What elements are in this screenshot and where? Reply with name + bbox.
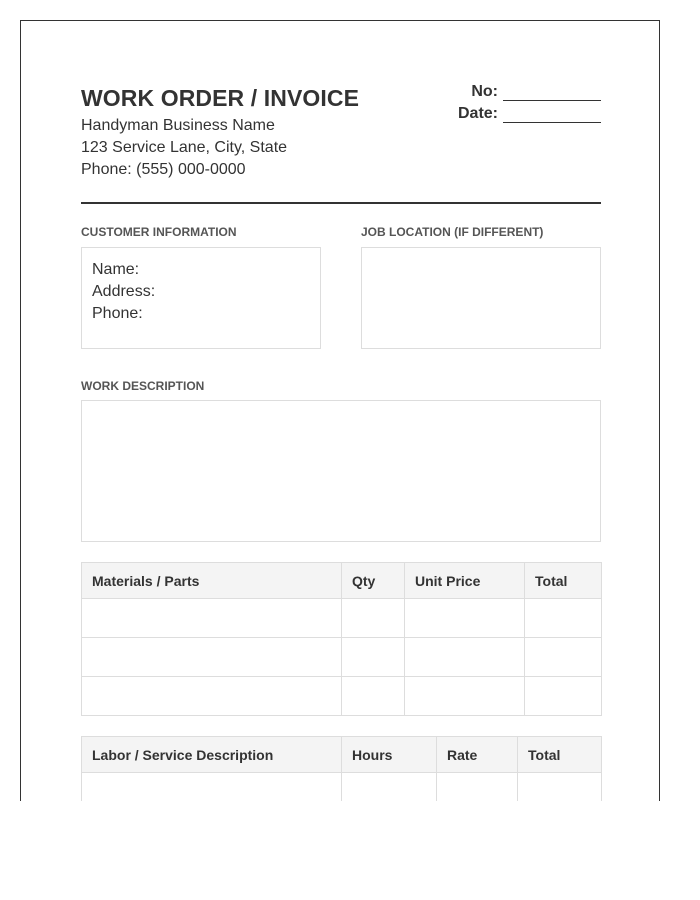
table-row bbox=[82, 638, 602, 677]
materials-cell[interactable] bbox=[405, 677, 525, 716]
work-description-box[interactable] bbox=[81, 400, 601, 542]
table-row bbox=[82, 773, 602, 802]
materials-col-qty: Qty bbox=[342, 563, 405, 599]
customer-info-box[interactable] bbox=[81, 247, 321, 349]
materials-col-description: Materials / Parts bbox=[82, 563, 342, 599]
materials-cell[interactable] bbox=[342, 638, 405, 677]
job-location-section-label: JOB LOCATION (IF DIFFERENT) bbox=[361, 225, 544, 239]
materials-cell[interactable] bbox=[342, 677, 405, 716]
invoice-date-label: Date: bbox=[457, 105, 498, 122]
invoice-page bbox=[20, 20, 660, 801]
labor-cell[interactable] bbox=[342, 773, 437, 802]
labor-col-description: Labor / Service Description bbox=[82, 737, 342, 773]
customer-name-label: Name: bbox=[92, 261, 140, 278]
customer-address-label: Address: bbox=[92, 283, 156, 300]
invoice-number-label: No: bbox=[471, 83, 498, 100]
materials-col-unit-price: Unit Price bbox=[405, 563, 525, 599]
labor-cell[interactable] bbox=[437, 773, 518, 802]
labor-header-row bbox=[82, 737, 602, 773]
materials-cell[interactable] bbox=[405, 599, 525, 638]
materials-cell[interactable] bbox=[82, 599, 342, 638]
document-title: WORK ORDER / INVOICE bbox=[81, 85, 360, 111]
labor-cell[interactable] bbox=[518, 773, 602, 802]
table-row bbox=[82, 677, 602, 716]
labor-table bbox=[81, 736, 602, 801]
materials-col-total: Total bbox=[525, 563, 602, 599]
materials-table bbox=[81, 562, 602, 716]
invoice-number-field[interactable] bbox=[471, 83, 601, 101]
table-row bbox=[82, 599, 602, 638]
business-name: Handyman Business Name bbox=[81, 117, 275, 134]
labor-col-total: Total bbox=[518, 737, 602, 773]
business-phone: Phone: (555) 000-0000 bbox=[81, 161, 246, 178]
labor-cell[interactable] bbox=[82, 773, 342, 802]
header-divider bbox=[81, 202, 601, 204]
customer-section-label: CUSTOMER INFORMATION bbox=[81, 225, 237, 239]
customer-phone-label: Phone: bbox=[92, 305, 143, 322]
materials-cell[interactable] bbox=[525, 599, 602, 638]
materials-cell[interactable] bbox=[82, 677, 342, 716]
invoice-number-blank[interactable] bbox=[503, 83, 601, 101]
materials-cell[interactable] bbox=[525, 677, 602, 716]
job-location-box[interactable] bbox=[361, 247, 601, 349]
customer-info-lines bbox=[92, 259, 155, 325]
labor-col-rate: Rate bbox=[437, 737, 518, 773]
invoice-date-blank[interactable] bbox=[503, 105, 601, 123]
business-address: 123 Service Lane, City, State bbox=[81, 139, 288, 156]
work-description-label: WORK DESCRIPTION bbox=[81, 379, 205, 393]
invoice-date-field[interactable] bbox=[458, 105, 601, 123]
labor-col-hours: Hours bbox=[342, 737, 437, 773]
materials-cell[interactable] bbox=[82, 638, 342, 677]
materials-cell[interactable] bbox=[342, 599, 405, 638]
materials-header-row bbox=[82, 563, 602, 599]
materials-cell[interactable] bbox=[405, 638, 525, 677]
materials-cell[interactable] bbox=[525, 638, 602, 677]
